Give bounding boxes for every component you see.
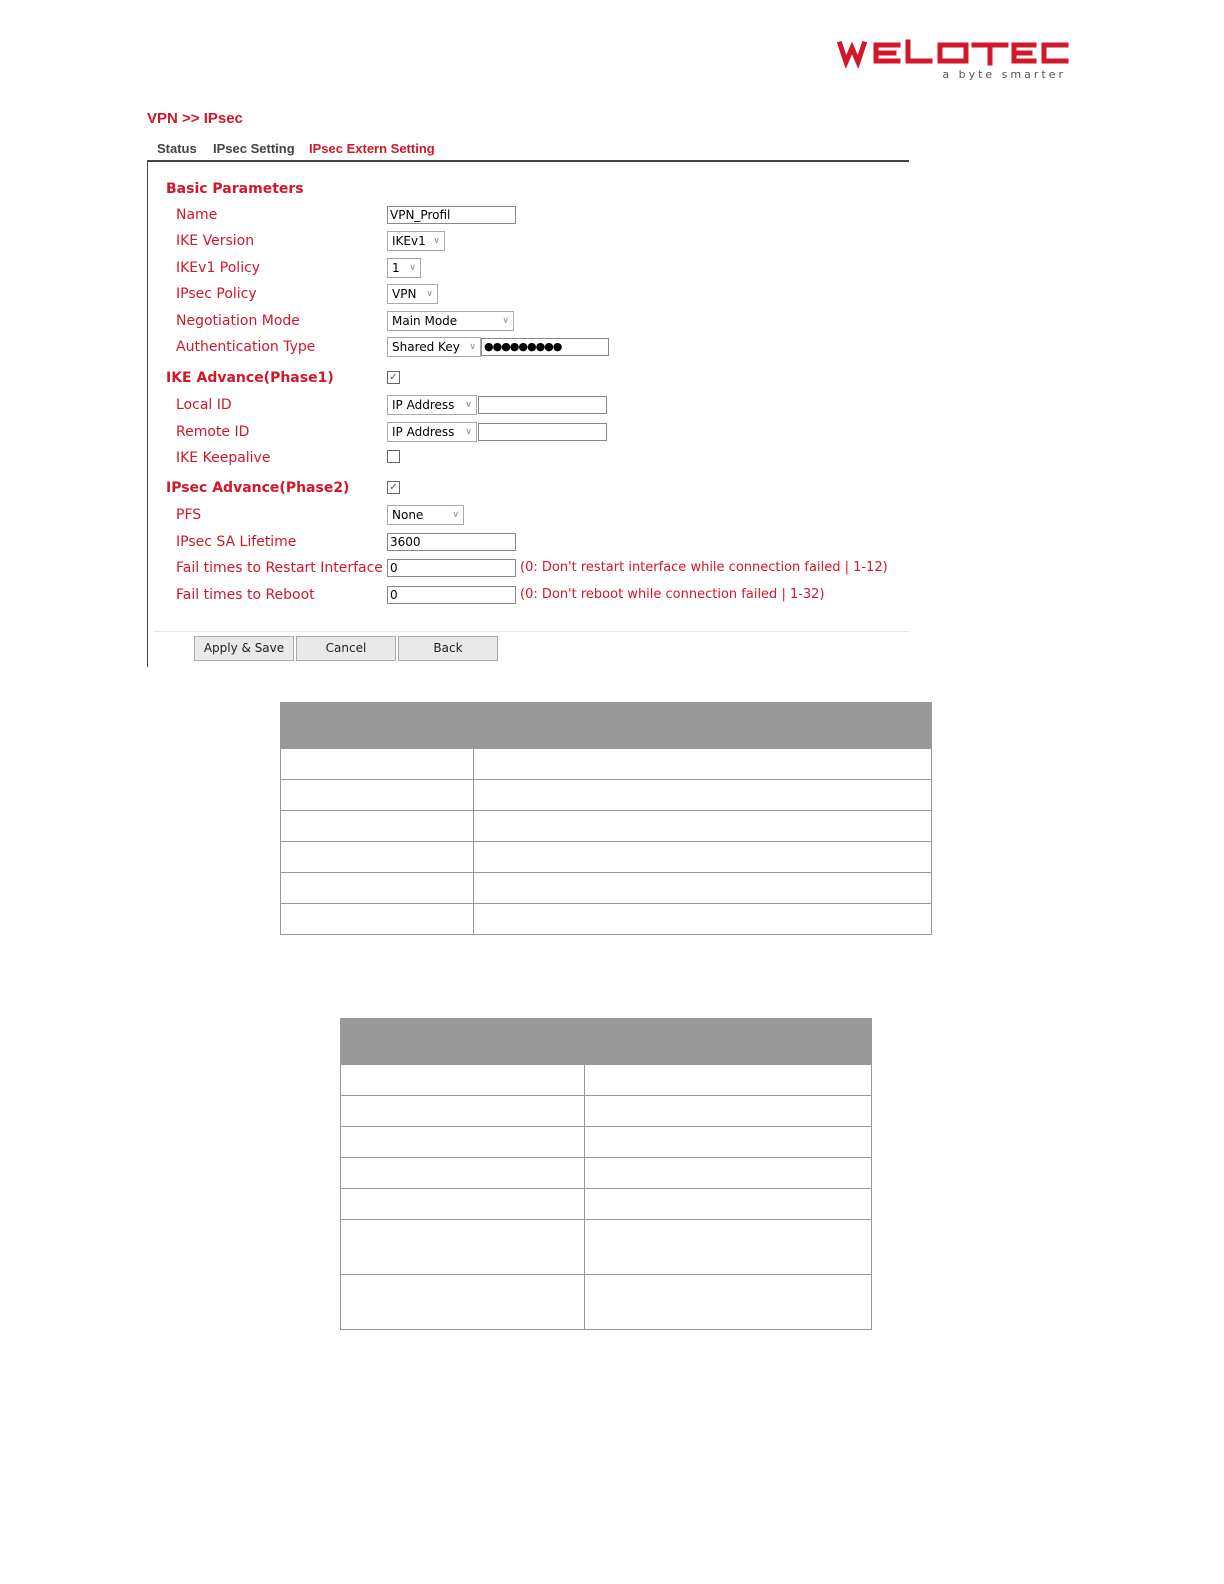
name-input[interactable]: VPN_Profil [387,206,516,224]
table-cell [281,780,474,811]
fail-restart-input[interactable]: 0 [387,559,516,577]
cancel-button[interactable]: Cancel [296,636,396,661]
table-cell [585,1127,872,1158]
local-id-label: Local ID [176,397,232,413]
table-row [341,1220,872,1275]
fail-reboot-input[interactable]: 0 [387,586,516,604]
table-cell [474,749,932,780]
chevron-down-icon: ∨ [465,427,472,437]
table-row [281,873,932,904]
fail-restart-label: Fail times to Restart Interface [176,560,383,576]
table-cell [585,1065,872,1096]
table-row [281,780,932,811]
section-title-phase2: IPsec Advance(Phase2) [166,480,350,496]
logo-wordmark-icon [836,36,1072,68]
table-row [341,1096,872,1127]
local-id-input[interactable] [478,396,607,414]
ikev1-policy-select[interactable] [387,258,421,278]
table-cell [585,1158,872,1189]
negotiation-mode-value: Main Mode [392,314,458,328]
fail-reboot-hint: (0: Don't reboot while connection failed | 1-32) [520,587,825,602]
apply-save-button[interactable]: Apply & Save [194,636,294,661]
parameter-table-2 [340,1018,872,1330]
ipsec-policy-label: IPsec Policy [176,286,257,302]
chevron-down-icon: ∨ [465,400,472,410]
table-row [341,1158,872,1189]
table-row [281,749,932,780]
table-cell [281,904,474,935]
pfs-select[interactable] [387,505,464,525]
welotec-logo [836,36,1072,84]
table-cell [341,1275,585,1330]
tab-ipsec-setting[interactable]: IPsec Setting [213,141,295,156]
table-cell [341,1189,585,1220]
ikev1-policy-label: IKEv1 Policy [176,260,261,276]
ipsec-policy-select[interactable] [387,284,438,304]
table-cell [474,904,932,935]
negotiation-mode-select[interactable] [387,311,514,331]
chevron-down-icon: ∨ [469,342,476,352]
breadcrumb: VPN >> IPsec [147,110,243,127]
table-cell [585,1275,872,1330]
name-label: Name [176,207,218,223]
table-cell [281,842,474,873]
auth-type-value: Shared Key [392,340,460,354]
table-cell [341,1127,585,1158]
table-row [281,904,932,935]
local-id-type-value: IP Address [392,398,455,412]
table-row [341,1127,872,1158]
ike-keepalive-label: IKE Keepalive [176,450,271,466]
negotiation-mode-label: Negotiation Mode [176,313,300,329]
parameter-table-1 [280,702,932,935]
table-header-cell [281,703,932,749]
divider [154,631,909,632]
table-cell [474,842,932,873]
checkmark-icon: ✓ [389,372,398,383]
phase2-checkbox[interactable] [387,481,400,494]
auth-type-label: Authentication Type [176,339,316,355]
fail-restart-hint: (0: Don't restart interface while connection failed | 1-12) [520,560,888,575]
table-cell [474,811,932,842]
table-header-row [341,1019,872,1065]
tab-ipsec-extern-setting[interactable]: IPsec Extern Setting [309,141,435,156]
remote-id-input[interactable] [478,423,607,441]
table-row [281,842,932,873]
table-cell [281,873,474,904]
fail-reboot-label: Fail times to Reboot [176,587,315,603]
remote-id-type-select[interactable] [387,422,477,442]
tab-status[interactable]: Status [157,141,197,156]
table-cell [281,811,474,842]
table-row [281,811,932,842]
chevron-down-icon: ∨ [426,289,433,299]
chevron-down-icon: ∨ [452,510,459,520]
table-row [341,1065,872,1096]
table-cell [585,1220,872,1275]
pfs-value: None [392,508,424,522]
chevron-down-icon: ∨ [433,236,440,246]
ike-version-value: IKEv1 [392,234,426,248]
table-cell [341,1065,585,1096]
table-cell [341,1158,585,1189]
sa-lifetime-input[interactable]: 3600 [387,533,516,551]
remote-id-type-value: IP Address [392,425,455,439]
ipsec-policy-value: VPN [392,287,417,301]
table-cell [585,1096,872,1127]
table-header-row [281,703,932,749]
local-id-type-select[interactable] [387,395,477,415]
chevron-down-icon: ∨ [409,263,416,273]
phase1-checkbox[interactable] [387,371,400,384]
ike-version-label: IKE Version [176,233,255,249]
auth-type-select[interactable] [387,337,481,357]
table-cell [474,780,932,811]
section-title-basic: Basic Parameters [166,181,304,197]
back-button[interactable]: Back [398,636,498,661]
logo-tagline: a byte smarter [942,68,1066,81]
remote-id-label: Remote ID [176,424,250,440]
table-header-cell [341,1019,872,1065]
table-cell [474,873,932,904]
table-row [341,1275,872,1330]
sa-lifetime-label: IPsec SA Lifetime [176,534,297,550]
chevron-down-icon: ∨ [502,316,509,326]
ike-keepalive-checkbox[interactable] [387,450,400,463]
checkmark-icon: ✓ [389,482,398,493]
table-cell [281,749,474,780]
ike-version-select[interactable] [387,231,445,251]
ikev1-policy-value: 1 [392,261,400,275]
section-title-phase1: IKE Advance(Phase1) [166,370,334,386]
table-row [341,1189,872,1220]
shared-key-input[interactable]: ●●●●●●●●● [481,338,609,356]
pfs-label: PFS [176,507,202,523]
table-cell [341,1096,585,1127]
table-cell [585,1189,872,1220]
table-cell [341,1220,585,1275]
